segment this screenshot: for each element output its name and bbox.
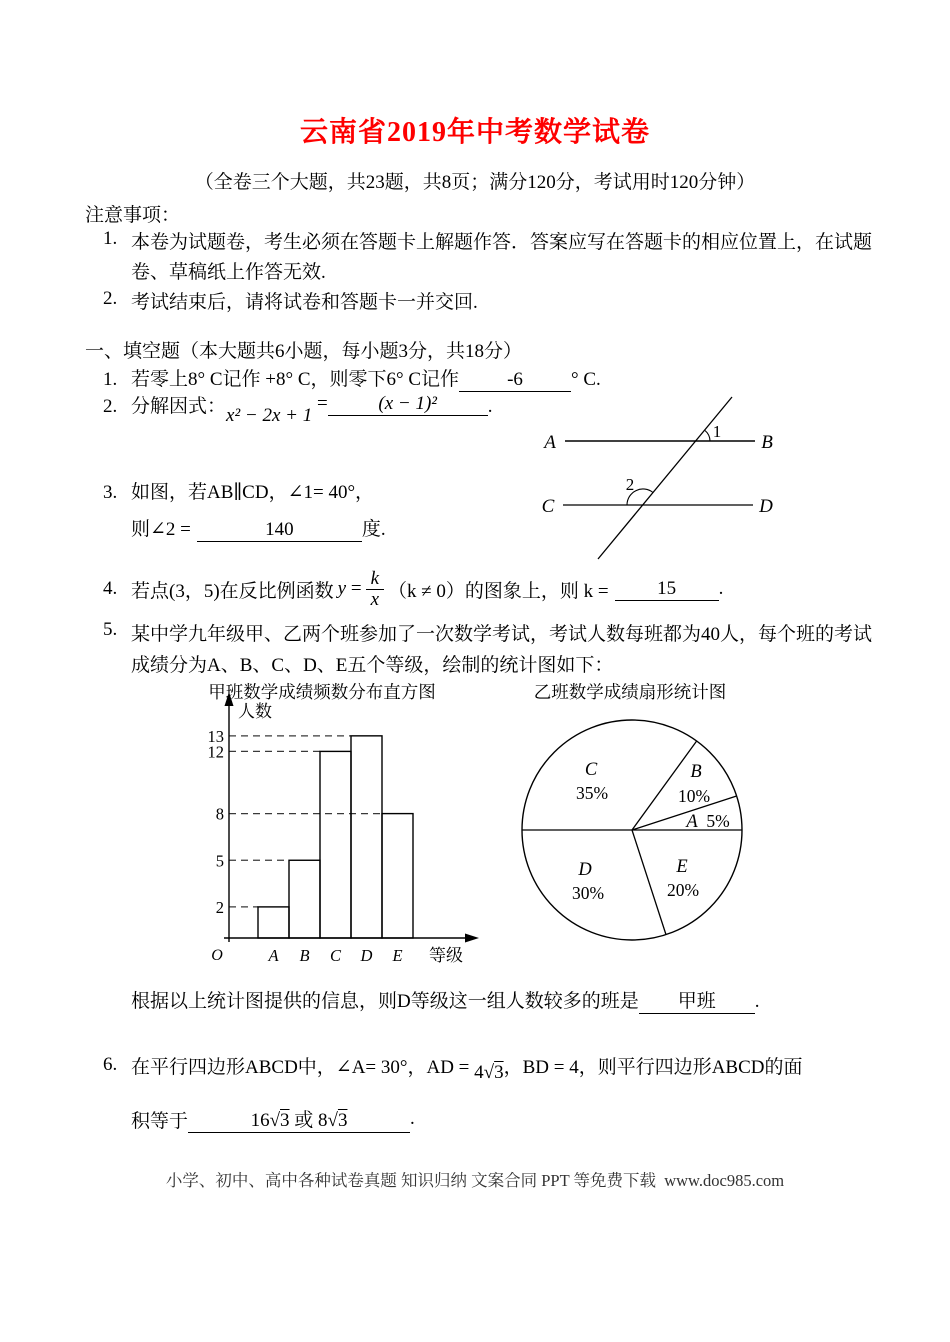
angle-2-label: 2 <box>625 475 635 494</box>
question-text: ，BD = 4，则平行四边形ABCD的面 <box>503 1056 803 1078</box>
question-text: 度. <box>361 519 386 540</box>
question-text: 在平行四边形ABCD中，∠A= 30°，AD = <box>131 1056 470 1078</box>
bar-chart-title: 甲班数学成绩频数分布直方图 <box>208 682 436 702</box>
exam-subtitle: （全卷三个大题，共23题，共8页；满分120分，考试用时120分钟） <box>194 172 756 193</box>
x-axis-label: 等级 <box>429 946 463 965</box>
radical-4-sqrt-3: 4√3 <box>474 1062 504 1083</box>
question-text: ° C. <box>571 369 601 390</box>
slice-pct-E: 20% <box>666 880 700 900</box>
note-item-1 <box>103 228 873 288</box>
slice-label-D: D <box>578 860 592 880</box>
point-label-C: C <box>541 496 555 517</box>
equals-sign: = <box>316 393 328 414</box>
question-text: 如图，若AB∥CD，∠1= 40°， <box>131 482 375 503</box>
question-4 <box>103 560 723 618</box>
y-tick-8: 8 <box>215 804 224 824</box>
slice-pct-C: 35% <box>575 783 609 803</box>
note-number: 1. <box>103 228 118 249</box>
answer-text: (x − 1)² <box>378 393 437 414</box>
question-number: 5. <box>103 619 118 640</box>
note-text: 本卷为试题卷，考生必须在答题卡上解题作答．答案应写在答题卡的相应位置上，在试题卷、草稿纸上作答无效. <box>131 232 873 283</box>
question-2 <box>103 391 493 426</box>
y-tick-12: 12 <box>207 742 224 762</box>
equals-sign: = <box>350 578 362 599</box>
bar-C <box>320 751 351 938</box>
question-text: 根据以上统计图提供的信息，则D等级这一组人数较多的班是 <box>131 991 639 1012</box>
period: . <box>487 396 493 417</box>
question-number: 2. <box>103 396 118 417</box>
answer-blank <box>197 519 362 542</box>
histogram-class-A-scores <box>180 680 500 970</box>
answer-blank <box>639 986 755 1014</box>
question-text: 则∠2 = <box>131 519 191 540</box>
answer-text: 甲班 <box>677 991 716 1012</box>
answer-text: 16√3 或 8√3 <box>250 1110 348 1131</box>
slice-pct-B: 10% <box>677 786 711 806</box>
factor-expression: x² − 2x + 1 <box>226 405 313 426</box>
question-number: 4. <box>103 578 118 599</box>
x-category-D: D <box>360 946 373 965</box>
fraction-numerator: k <box>370 567 379 589</box>
answer-text: 140 <box>265 519 294 540</box>
pie-chart-title: 乙班数学成绩扇形统计图 <box>533 682 727 702</box>
answer-blank <box>328 393 488 416</box>
point-label-A: A <box>544 432 556 453</box>
slice-pct-A: 5% <box>706 811 730 831</box>
bar-B <box>289 860 320 938</box>
slice-label-B: B <box>690 762 702 782</box>
question-text: 若零上8° C记作 +8° C，则零下6° C记作 <box>131 369 460 390</box>
y-tick-2: 2 <box>215 897 224 917</box>
question-number: 3. <box>103 482 118 503</box>
origin-label: O <box>211 947 223 964</box>
period: . <box>754 991 760 1012</box>
note-item-2 <box>103 288 873 318</box>
angle-1-label: 1 <box>712 422 722 441</box>
x-category-E: E <box>392 946 403 965</box>
question-3 <box>103 477 386 542</box>
bar-E <box>382 814 413 938</box>
answer-blank <box>188 1105 410 1133</box>
question-number: 6. <box>103 1054 118 1075</box>
question-3-line1 <box>103 477 386 504</box>
point-label-B: B <box>761 432 773 453</box>
slice-label-C: C <box>584 760 598 780</box>
geometry-figure-parallel-lines <box>520 388 940 568</box>
bar-A <box>258 907 289 938</box>
x-category-C: C <box>329 946 342 965</box>
question-text: 积等于 <box>131 1110 189 1132</box>
question-text: 某中学九年级甲、乙两个班参加了一次数学考试，考试人数每班都为40人，每个班的考试成绩分为A、B、C、D、E五个等级，绘制的统计图如下： <box>131 624 873 676</box>
slice-label-A: A <box>686 812 698 832</box>
period: . <box>718 578 724 599</box>
pie-chart-class-B-scores <box>490 680 820 970</box>
bar-D <box>351 736 382 938</box>
point-label-D: D <box>759 496 773 517</box>
question-text: 若点(3，5)在反比例函数 <box>131 580 334 602</box>
y-tick-5: 5 <box>215 851 224 871</box>
period: . <box>410 1108 415 1129</box>
footer-text: 小学、初中、高中各种试卷真题 知识归纳 文案合同 PPT 等免费下载 www.doc985.com <box>165 1171 785 1190</box>
y-variable: y <box>337 578 347 599</box>
x-axis-arrow <box>465 934 479 943</box>
angle-1-arc <box>705 431 710 442</box>
note-number: 2. <box>103 288 118 309</box>
answer-text: -6 <box>507 369 523 390</box>
fraction-denominator: x <box>366 589 384 610</box>
answer-blank <box>615 578 719 601</box>
fraction-k-over-x <box>366 569 384 610</box>
question-text: （k ≠ 0）的图象上，则 k = <box>388 580 609 602</box>
note-text: 考试结束后，请将试卷和答题卡一并交回. <box>131 292 478 313</box>
section-heading: 一、填空题（本大题共6小题，每小题3分，共18分） <box>85 341 523 362</box>
y-tick-13: 13 <box>207 726 224 746</box>
question-5 <box>103 619 873 681</box>
slice-label-E: E <box>676 857 688 877</box>
notes-heading: 注意事项： <box>85 205 181 226</box>
page-title: 云南省2019年中考数学试卷 <box>299 117 650 148</box>
question-6-line2 <box>131 1096 415 1142</box>
question-number: 1. <box>103 369 118 390</box>
question-5-conclusion <box>131 986 759 1014</box>
slice-pct-D: 30% <box>571 883 605 903</box>
question-6-line1 <box>103 1044 803 1086</box>
y-axis-label: 人数 <box>238 702 272 721</box>
question-3-line2 <box>131 514 386 542</box>
slice-boundary-E <box>632 830 666 935</box>
answer-text: 15 <box>657 577 677 599</box>
question-text: 分解因式： <box>131 396 227 417</box>
x-category-A: A <box>268 946 279 965</box>
x-category-B: B <box>299 946 310 965</box>
